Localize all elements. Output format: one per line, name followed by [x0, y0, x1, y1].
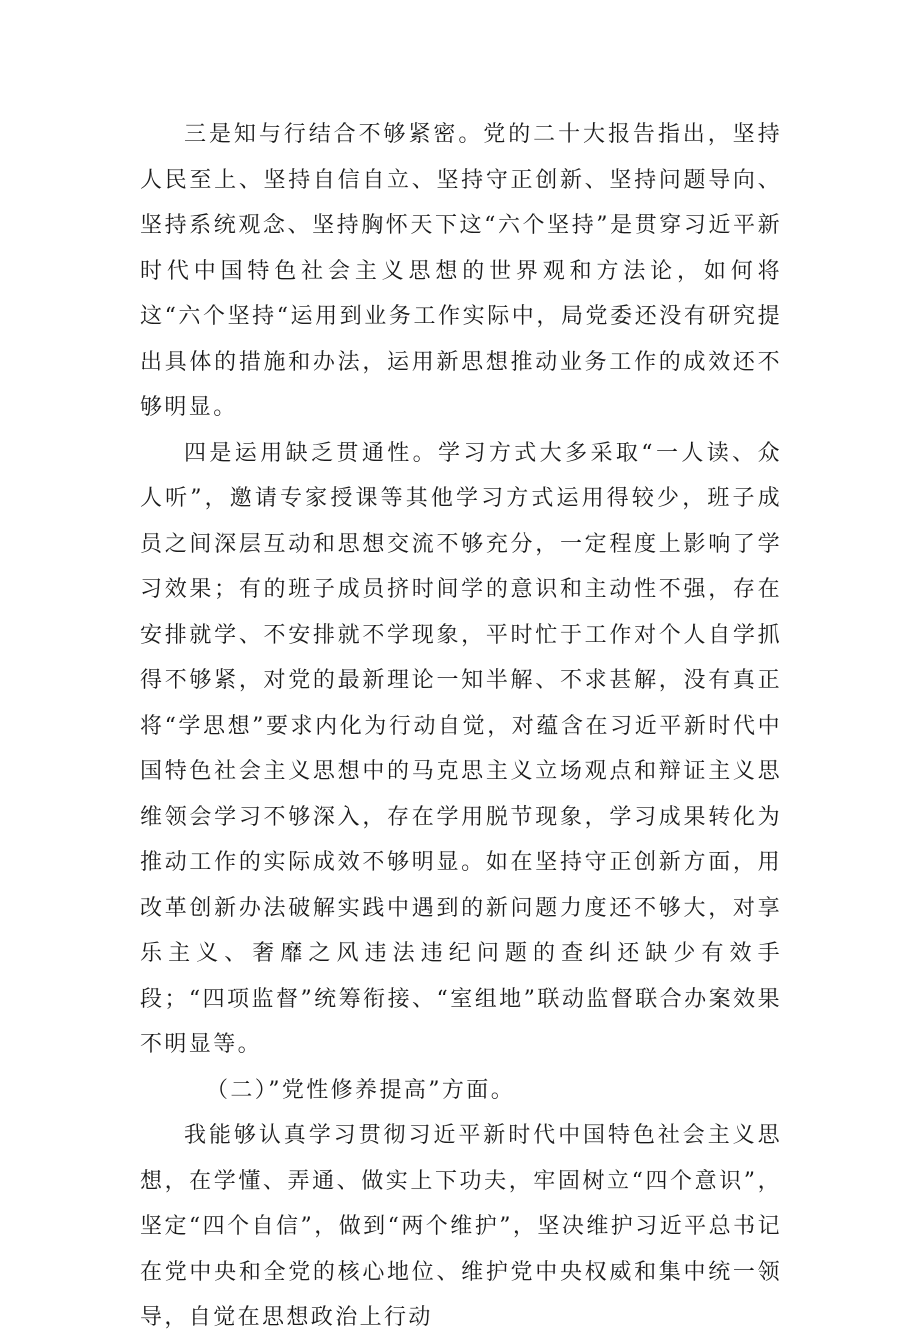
paragraph-application: 四是运用缺乏贯通性。学习方式大多采取“一人读、众人听”，邀请专家授课等其他学习方式运用得较少，班子成员之间深层互动和思想交流不够充分，一定程度上影响了学习效果；有的班子成员挤时间学的意识和主动性不强，存在安排就学、不安排就不学现象，平时忙于工作对个人自学抓得不够紧，对党的最新理论一知半解、不求甚解，没有真正将“学思想”要求内化为行动自觉，对蕴含在习近平新时代中国特色社会主义思想中的马克思主义立场观点和辩证主义思维领会学习不够深入，存在学用脱节现象，学习成果转化为推动工作的实际成效不够明显。如在坚持守正创新方面，用改革创新办法破解实践中遇到的新问题力度还不够大，对享乐主义、奢靡之风违法违纪问题的查纠还缺少有效手段；“四项监督”统筹衔接、“室组地”联动监督联合办案效果不明显等。	[140, 440, 782, 1057]
section-heading-party-spirit: （二）”党性修养提高”方面。	[206, 1077, 516, 1103]
paragraph-knowledge-practice: 三是知与行结合不够紧密。党的二十大报告指出，坚持人民至上、坚持自信自立、坚持守正创新、坚持问题导向、坚持系统观念、坚持胸怀天下这“六个坚持”是贯穿习近平新时代中国特色社会主义思想的世界观和方法论，如何将这“六个坚持“运用到业务工作实际中，局党委还没有研究提出具体的措施和办法，运用新思想推动业务工作的成效还不够明显。	[140, 122, 782, 420]
paragraph-party-spirit: 我能够认真学习贯彻习近平新时代中国特色社会主义思想，在学懂、弄通、做实上下功夫，牢固树立“四个意识”，坚定“四个自信”，做到“两个维护”，坚决维护习近平总书记在党中央和全党的核心地位、维护党中央权威和集中统一领导，自觉在思想政治上行动	[140, 1123, 782, 1330]
document-body	[140, 112, 782, 1341]
